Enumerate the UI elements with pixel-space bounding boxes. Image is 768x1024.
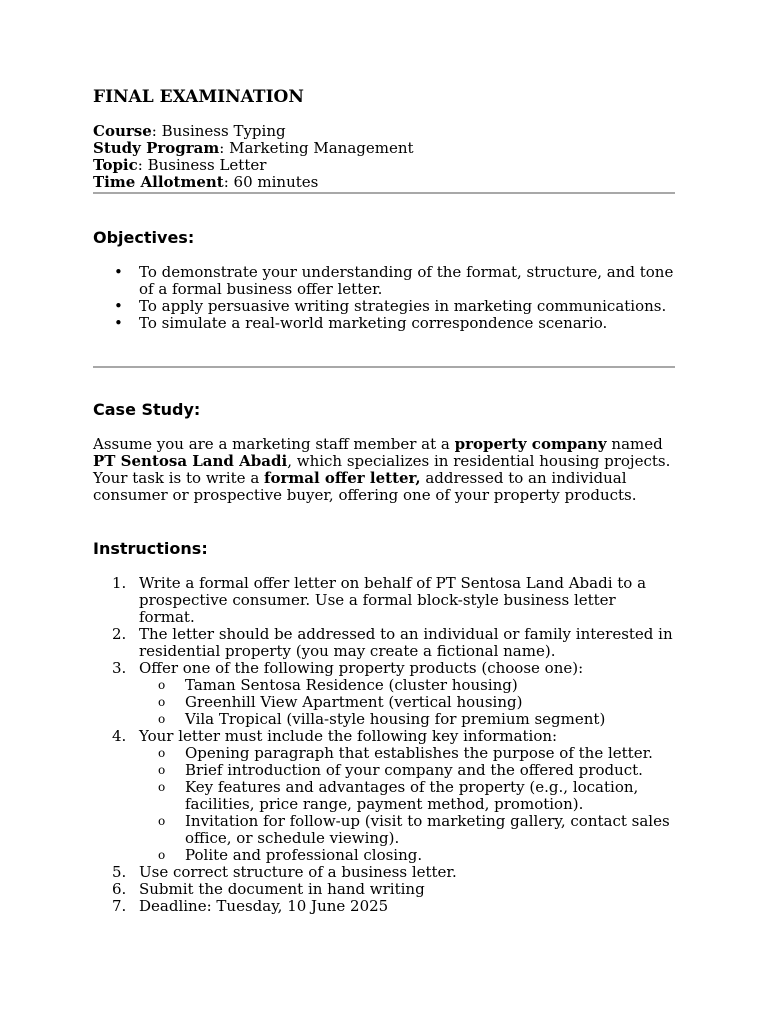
list-item [93, 881, 675, 898]
case-text: addressed to an individual consumer or prospective buyer, offering one of your property products. [93, 469, 637, 504]
topic-value: : Business Letter [137, 156, 267, 174]
list-item [139, 779, 675, 813]
requirement-text: Invitation for follow-up (visit to marketing gallery, contact sales office, or schedule viewing). [185, 812, 670, 847]
list-item [139, 813, 675, 847]
course-line [93, 123, 414, 140]
requirement-text: Brief introduction of your company and the offered product. [185, 761, 643, 779]
key-information-list [139, 745, 675, 864]
time-allotment-line [93, 174, 414, 191]
list-item [93, 264, 675, 298]
case-text: , which specializes in residential housing projects. Your task is to write a [93, 452, 671, 487]
list-item [93, 864, 675, 881]
instruction-text: Offer one of the following property products (choose one): [139, 659, 584, 677]
exam-details [93, 123, 414, 191]
list-number: 7. [112, 897, 127, 915]
case-text: named [606, 435, 663, 453]
time-allotment-value: : 60 minutes [223, 173, 319, 191]
list-item [139, 847, 675, 864]
list-item [139, 745, 675, 762]
list-item [139, 694, 675, 711]
requirement-text: Opening paragraph that establishes the purpose of the letter. [185, 744, 653, 762]
objective-text: To apply persuasive writing strategies in marketing communications. [139, 297, 667, 315]
case-emphasis: formal offer letter, [264, 469, 421, 487]
circle-bullet-icon: o [158, 780, 166, 794]
topic-label: Topic [93, 156, 138, 174]
list-item [93, 626, 675, 660]
company-name: PT Sentosa Land Abadi [93, 452, 288, 470]
bullet-icon: • [114, 263, 123, 281]
requirement-text: Polite and professional closing. [185, 846, 423, 864]
circle-bullet-icon: o [158, 763, 166, 777]
objective-text: To demonstrate your understanding of the format, structure, and tone of a formal business offer letter. [139, 263, 674, 298]
list-item [93, 575, 675, 626]
instructions-heading: Instructions: [93, 539, 208, 558]
list-item [93, 898, 675, 915]
option-text: Vila Tropical (villa-style housing for premium segment) [185, 710, 606, 728]
list-item [139, 677, 675, 694]
instructions-list [93, 575, 675, 915]
bullet-icon: • [114, 297, 123, 315]
objectives-heading: Objectives: [93, 228, 195, 247]
deadline-text: Deadline: Tuesday, 10 June 2025 [139, 897, 389, 915]
circle-bullet-icon: o [158, 746, 166, 760]
option-text: Greenhill View Apartment (vertical housing) [185, 693, 523, 711]
list-item [93, 315, 675, 332]
list-number: 6. [112, 880, 127, 898]
instruction-text: Your letter must include the following key information: [139, 727, 558, 745]
study-program-label: Study Program [93, 139, 220, 157]
case-study-heading: Case Study: [93, 400, 201, 419]
document-title: FINAL EXAMINATION [93, 87, 304, 107]
section-divider [93, 192, 675, 194]
list-item [139, 762, 675, 779]
list-item [93, 660, 675, 728]
list-number: 4. [112, 727, 127, 745]
list-number: 3. [112, 659, 127, 677]
list-number: 2. [112, 625, 127, 643]
circle-bullet-icon: o [158, 695, 166, 709]
objective-text: To simulate a real-world marketing correspondence scenario. [139, 314, 608, 332]
course-label: Course [93, 122, 152, 140]
instruction-text: The letter should be addressed to an individual or family interested in residential property (you may create a fictional name). [139, 625, 673, 660]
circle-bullet-icon: o [158, 814, 166, 828]
list-item [139, 711, 675, 728]
study-program-value: : Marketing Management [219, 139, 414, 157]
list-number: 1. [112, 574, 127, 592]
study-program-line [93, 140, 414, 157]
bullet-icon: • [114, 314, 123, 332]
circle-bullet-icon: o [158, 678, 166, 692]
circle-bullet-icon: o [158, 712, 166, 726]
case-text: Assume you are a marketing staff member at a [93, 435, 455, 453]
list-number: 5. [112, 863, 127, 881]
time-allotment-label: Time Allotment [93, 173, 224, 191]
list-item [93, 728, 675, 864]
section-divider [93, 366, 675, 368]
case-study-paragraph [93, 436, 675, 504]
objectives-list [93, 264, 675, 332]
circle-bullet-icon: o [158, 848, 166, 862]
case-emphasis: property company [454, 435, 607, 453]
property-options-list [139, 677, 675, 728]
list-item [93, 298, 675, 315]
course-value: : Business Typing [151, 122, 286, 140]
option-text: Taman Sentosa Residence (cluster housing) [185, 676, 518, 694]
instruction-text: Submit the document in hand writing [139, 880, 425, 898]
requirement-text: Key features and advantages of the property (e.g., location, facilities, price range, payment method, promotion). [185, 778, 639, 813]
instruction-text: Write a formal offer letter on behalf of PT Sentosa Land Abadi to a prospective consumer. Use a formal block-style business letter format. [139, 574, 647, 626]
topic-line [93, 157, 414, 174]
instruction-text: Use correct structure of a business letter. [139, 863, 457, 881]
